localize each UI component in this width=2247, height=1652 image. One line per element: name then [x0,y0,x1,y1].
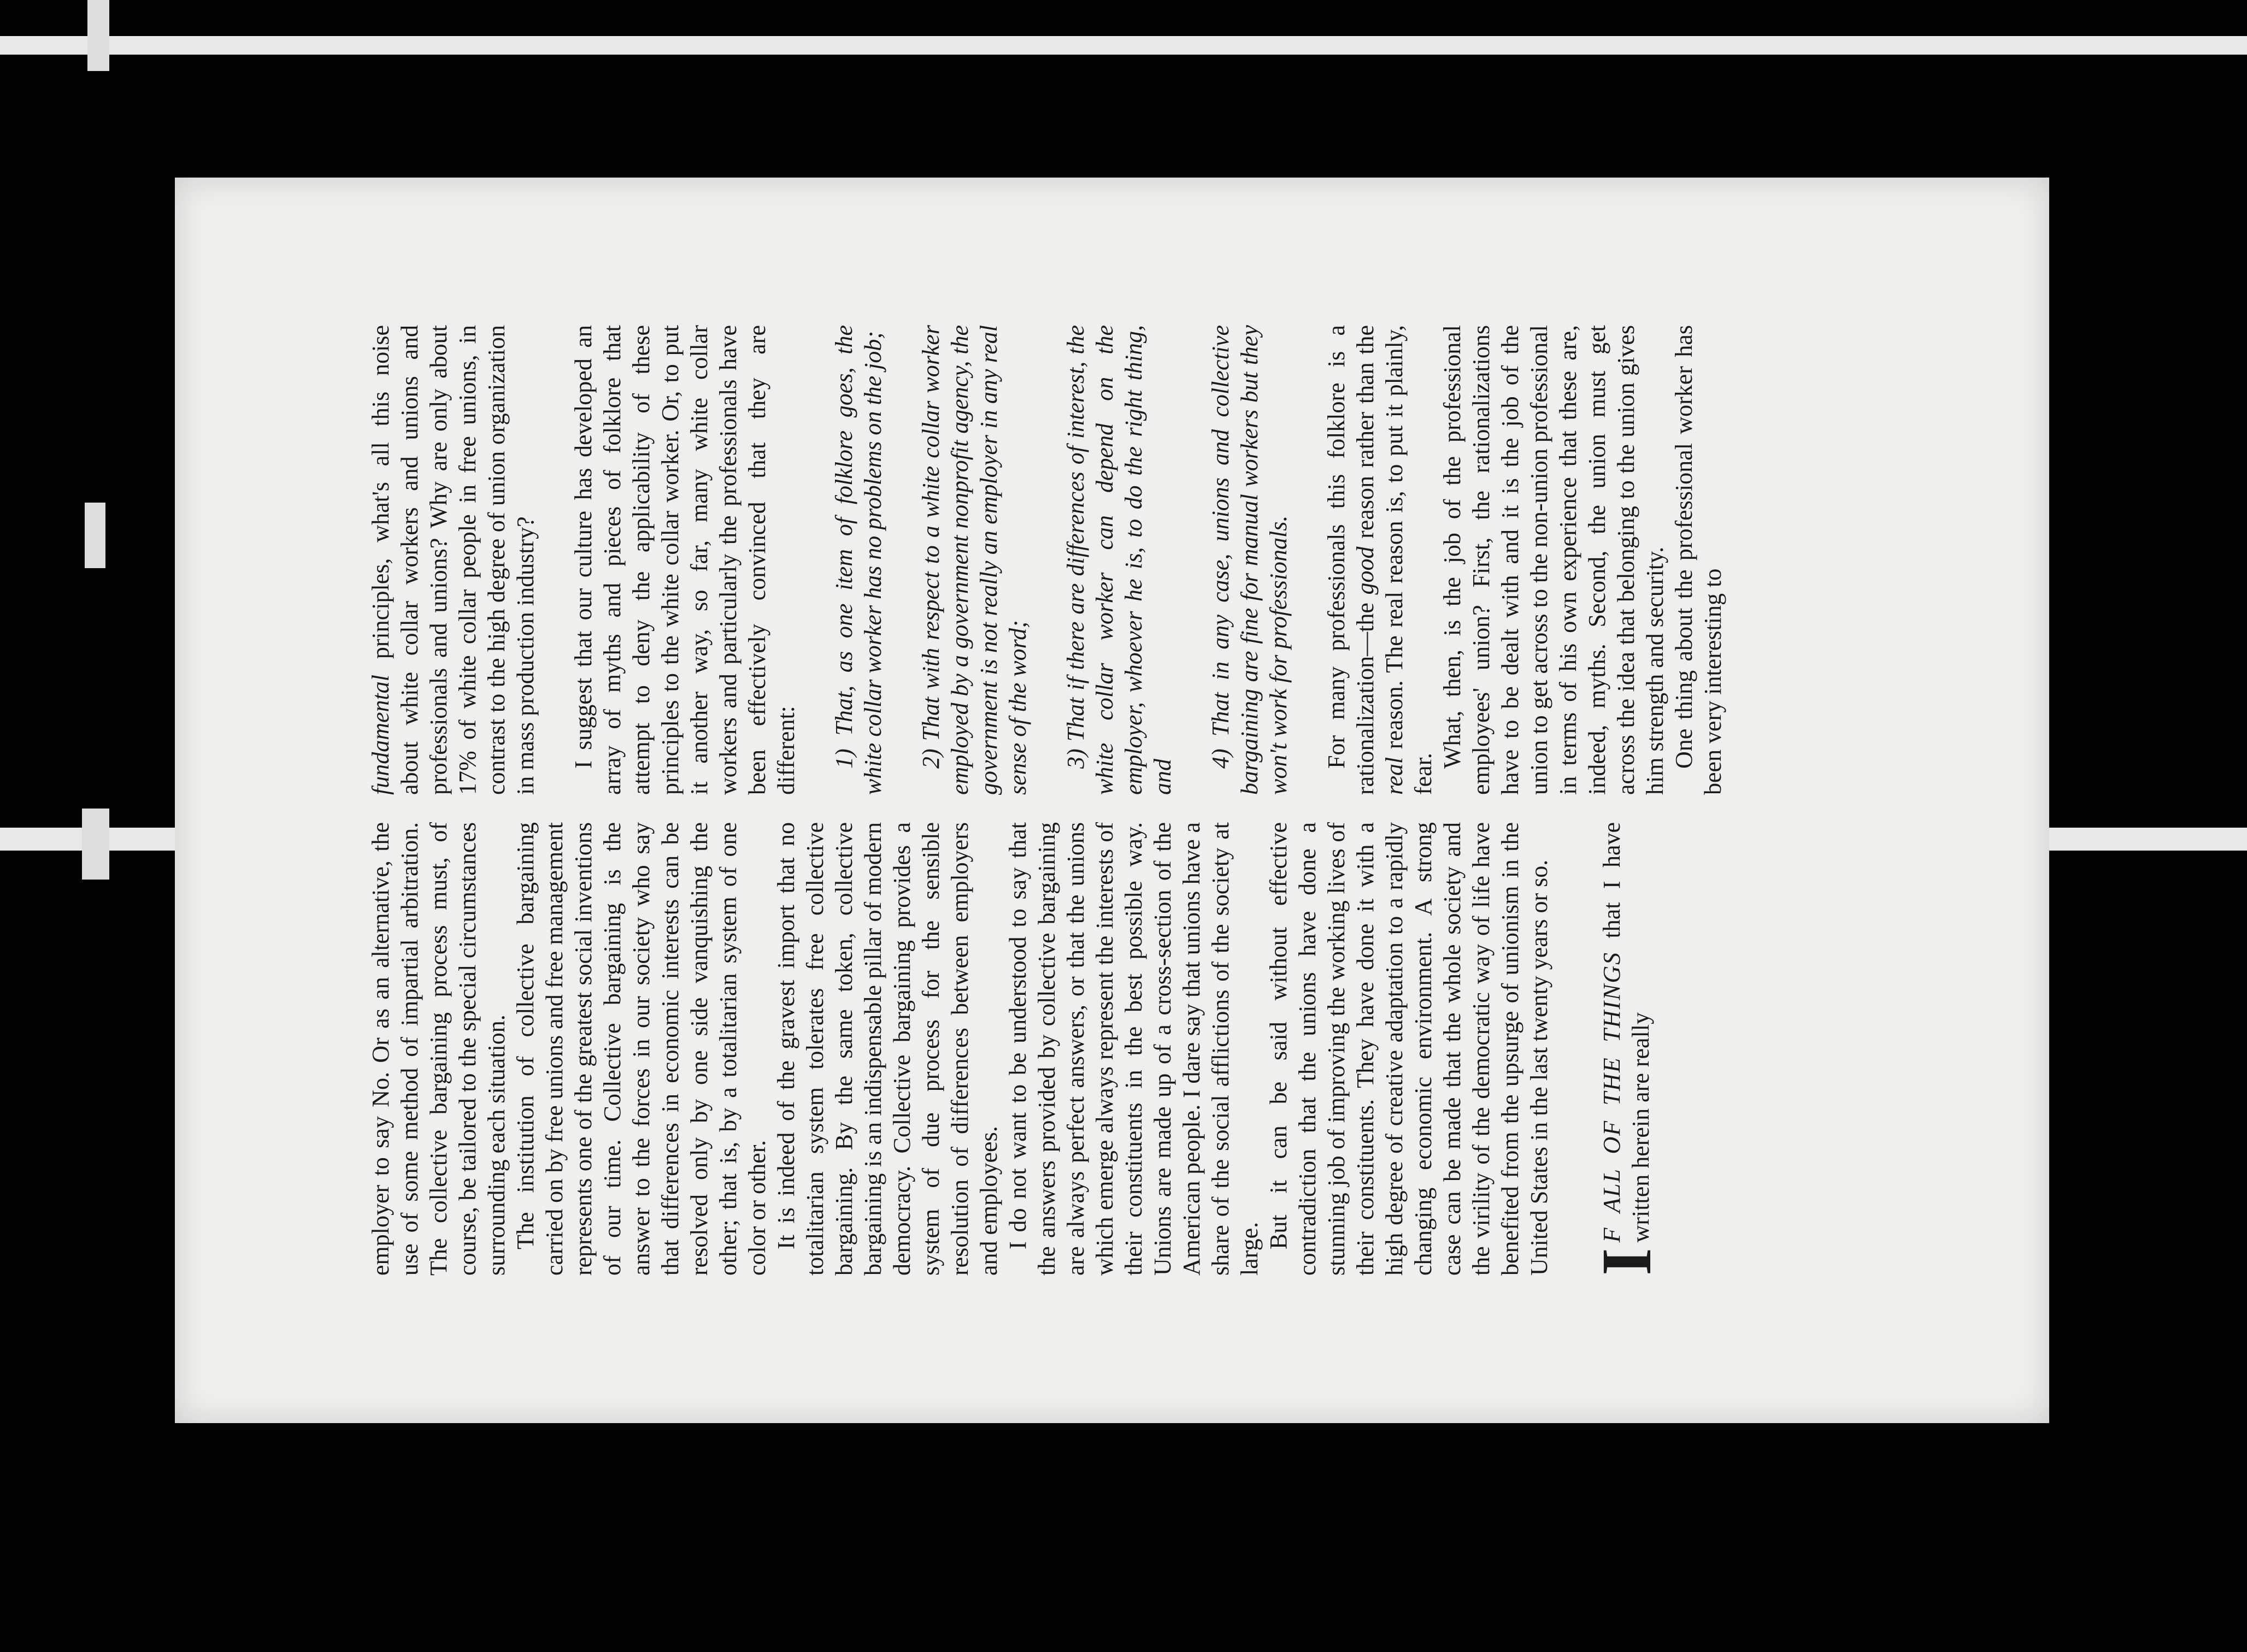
folklore-item: 1) That, as one item of folklore goes, the white collar worker has no problems on the job; [831,325,886,795]
drop-cap: I [1587,1248,1666,1276]
section-opening-paragraph [1587,822,1666,1276]
film-edge-strip-top [0,36,2247,55]
paragraph: One thing about the professional worker has been very interesting to [1670,325,1726,795]
emphasis: fundamental [367,675,394,795]
paragraph: employer to say No. Or as an alternative, the use of some method of impartial arbitration. The collective bargaining process must, of course, be tailored to the special circumstances surrounding each situation. [367,822,510,1276]
film-sprocket-mark [82,809,109,880]
film-edge-strip-right [2044,828,2247,851]
film-sprocket-mark [85,503,105,568]
folklore-item: 4) That in any case, unions and collective bargaining are fine for manual workers but they won't work for professionals. [1207,325,1292,795]
paragraph: It is indeed of the gravest import that no totalitarian system tolerates free collective bargaining. By the same token, collective bargaining is an indispensable pillar of modern democracy. Collective bargaining provides a system of due process for the sensible resolution of differences between employers and employees. [773,822,1002,1276]
rotated-page-content [175,178,2049,1423]
emphasis: real [1381,757,1408,795]
right-text-column [366,325,1727,795]
lead-in-caps: F ALL OF THE THINGS [1598,951,1625,1243]
folklore-item: 2) That with respect to a white collar worker employed by a government nonprofit agency, the government is not really an employer in any real sense of the word; [917,325,1031,795]
paragraph-text: principles, what's all this noise about white collar workers and unions and professionals and unions? Why are only about 17% of white collar people in free unions, in contrast to the high degree of union organization in mass production industry? [367,325,539,795]
paragraph-text: reason rather than the [1352,325,1379,547]
film-sprocket-mark [87,0,109,71]
lead-in-rest: that I have written herein are really [1598,822,1654,1243]
paragraph: I do not want to be understood to say that the answers provided by collective bargaining are always perfect answers, or that the unions which emerge always represent the interests of their constituents in the best possible way. Unions are made up of a cross-section of the American people. I dare say that unions have a share of the social afflictions of the society at large. [1004,822,1263,1276]
paragraph-text: For many professionals this folklore is a rationalization—the [1323,325,1379,795]
left-text-column [366,822,1666,1276]
scanned-page [175,178,2049,1423]
paragraph [1322,325,1438,795]
paragraph: The institution of collective bargaining carried on by free unions and free management represents one of the greatest social inventions of our time. Collective bargaining is the answer to the forces in our society who say that differences in economic interests can be resolved only by one side vanquishing the other; that is, by a totalitarian system of one color or other. [512,822,770,1276]
emphasis: good [1352,546,1379,595]
paragraph: But it can be said without effective contradiction that the unions have done a stunning job of improving the working lives of their constituents. They have done it with a high degree of creative adaptation to a rapidly changing economic environment. A strong case can be made that the whole society and the virility of the democratic way of life have benefited from the upsurge of unionism in the United States in the last twenty years or so. [1265,822,1552,1276]
paragraph: What, then, is the job of the professional employees' union? First, the rationalizations have to be dealt with and it is the job of the union to get across to the non-union professional in terms of his own experience that these are, indeed, myths. Second, the union must get across the idea that belonging to the union gives him strength and security. [1439,325,1668,795]
paragraph [366,325,540,795]
paragraph-text: reason. The real reason is, to put it plainly, fear. [1381,325,1437,795]
folklore-item: 3) That if there are differences of interest, the white collar worker can depend on the employer, whoever he is, to do the right thing, and [1062,325,1176,795]
paragraph: I suggest that our culture has developed an array of myths and pieces of folklore that attempt to deny the applicability of these principles to the white collar worker. Or, to put it another way, so far, many white collar workers and particularly the professionals have been effectively convinced that they are different: [570,325,799,795]
